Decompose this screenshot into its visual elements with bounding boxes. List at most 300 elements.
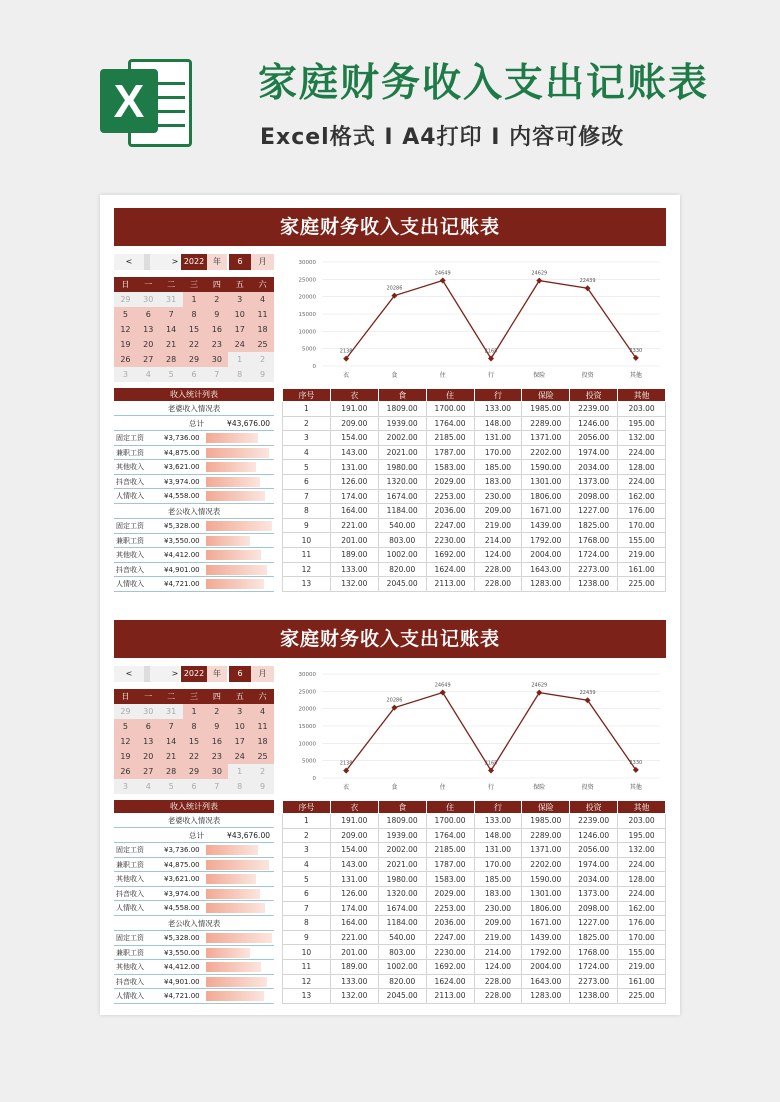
table-cell[interactable]: 132.00 xyxy=(330,989,378,1004)
table-cell[interactable]: 1590.00 xyxy=(522,460,570,475)
table-cell[interactable]: 209.00 xyxy=(474,916,522,931)
table-cell[interactable]: 203.00 xyxy=(618,814,666,829)
table-cell[interactable]: 131.00 xyxy=(474,431,522,446)
table-cell[interactable]: 1792.00 xyxy=(522,533,570,548)
table-cell[interactable]: 2289.00 xyxy=(522,416,570,431)
table-cell[interactable]: 2004.00 xyxy=(522,547,570,562)
table-cell[interactable]: 219.00 xyxy=(474,518,522,533)
table-cell[interactable]: 2239.00 xyxy=(570,814,618,829)
table-cell[interactable]: 1974.00 xyxy=(570,445,618,460)
calendar-day[interactable]: 2 xyxy=(251,764,274,779)
calendar-day[interactable]: 21 xyxy=(160,337,183,352)
table-cell[interactable]: 2 xyxy=(283,416,331,431)
month-cell[interactable]: 6 xyxy=(229,254,251,270)
table-cell[interactable]: 5 xyxy=(283,872,331,887)
table-cell[interactable]: 2045.00 xyxy=(378,989,426,1004)
table-cell[interactable]: 4 xyxy=(283,857,331,872)
table-cell[interactable]: 3 xyxy=(283,431,331,446)
next-month-button[interactable]: > xyxy=(170,666,180,682)
table-cell[interactable]: 201.00 xyxy=(330,945,378,960)
prev-month-button[interactable]: < xyxy=(114,666,144,682)
table-cell[interactable]: 2230.00 xyxy=(426,533,474,548)
table-cell[interactable]: 1809.00 xyxy=(378,814,426,829)
year-cell[interactable]: 2022 xyxy=(181,666,207,682)
calendar-day[interactable]: 24 xyxy=(228,337,251,352)
table-cell[interactable]: 209.00 xyxy=(330,828,378,843)
table-cell[interactable]: 183.00 xyxy=(474,886,522,901)
calendar-day[interactable]: 14 xyxy=(160,734,183,749)
table-cell[interactable]: 1371.00 xyxy=(522,431,570,446)
table-cell[interactable]: 3 xyxy=(283,843,331,858)
calendar-day[interactable]: 14 xyxy=(160,322,183,337)
table-cell[interactable]: 225.00 xyxy=(618,577,666,592)
calendar-day[interactable]: 16 xyxy=(205,322,228,337)
calendar-day[interactable]: 5 xyxy=(114,307,137,322)
table-cell[interactable]: 201.00 xyxy=(330,533,378,548)
table-cell[interactable]: 224.00 xyxy=(618,886,666,901)
table-cell[interactable]: 2029.00 xyxy=(426,474,474,489)
table-cell[interactable]: 1806.00 xyxy=(522,489,570,504)
table-cell[interactable]: 2185.00 xyxy=(426,431,474,446)
calendar-day[interactable]: 19 xyxy=(114,337,137,352)
table-cell[interactable]: 2253.00 xyxy=(426,489,474,504)
table-cell[interactable]: 803.00 xyxy=(378,533,426,548)
table-cell[interactable]: 133.00 xyxy=(330,562,378,577)
table-cell[interactable]: 1724.00 xyxy=(570,547,618,562)
table-cell[interactable]: 132.00 xyxy=(618,431,666,446)
calendar-day[interactable]: 29 xyxy=(183,352,206,367)
calendar-day[interactable]: 10 xyxy=(228,307,251,322)
table-cell[interactable]: 155.00 xyxy=(618,533,666,548)
calendar-day[interactable]: 11 xyxy=(251,719,274,734)
calendar-day[interactable]: 7 xyxy=(205,367,228,382)
table-cell[interactable]: 148.00 xyxy=(474,828,522,843)
table-cell[interactable]: 189.00 xyxy=(330,959,378,974)
calendar-day[interactable]: 16 xyxy=(205,734,228,749)
table-cell[interactable]: 1939.00 xyxy=(378,828,426,843)
table-cell[interactable]: 228.00 xyxy=(474,989,522,1004)
table-cell[interactable]: 219.00 xyxy=(618,547,666,562)
table-cell[interactable]: 195.00 xyxy=(618,416,666,431)
calendar-day[interactable]: 1 xyxy=(228,352,251,367)
table-cell[interactable]: 13 xyxy=(283,989,331,1004)
table-cell[interactable]: 1624.00 xyxy=(426,974,474,989)
table-cell[interactable]: 1825.00 xyxy=(570,518,618,533)
calendar-day[interactable]: 7 xyxy=(160,719,183,734)
table-cell[interactable]: 1002.00 xyxy=(378,959,426,974)
calendar-day[interactable]: 23 xyxy=(205,337,228,352)
table-cell[interactable]: 2045.00 xyxy=(378,577,426,592)
table-cell[interactable]: 2247.00 xyxy=(426,518,474,533)
table-cell[interactable]: 540.00 xyxy=(378,518,426,533)
calendar-day[interactable]: 7 xyxy=(160,307,183,322)
table-cell[interactable]: 170.00 xyxy=(474,857,522,872)
calendar-day[interactable]: 20 xyxy=(137,749,160,764)
table-cell[interactable]: 1692.00 xyxy=(426,959,474,974)
calendar-day[interactable]: 29 xyxy=(183,764,206,779)
table-cell[interactable]: 203.00 xyxy=(618,402,666,417)
calendar-day[interactable]: 30 xyxy=(205,764,228,779)
next-month-button[interactable]: > xyxy=(170,254,180,270)
table-cell[interactable]: 1238.00 xyxy=(570,989,618,1004)
table-cell[interactable]: 183.00 xyxy=(474,474,522,489)
table-cell[interactable]: 9 xyxy=(283,930,331,945)
table-cell[interactable]: 126.00 xyxy=(330,474,378,489)
calendar-day[interactable]: 4 xyxy=(251,704,274,719)
calendar-day[interactable]: 30 xyxy=(205,352,228,367)
table-cell[interactable]: 13 xyxy=(283,577,331,592)
table-cell[interactable]: 124.00 xyxy=(474,547,522,562)
calendar-day[interactable]: 3 xyxy=(228,704,251,719)
table-cell[interactable]: 176.00 xyxy=(618,504,666,519)
table-cell[interactable]: 126.00 xyxy=(330,886,378,901)
table-cell[interactable]: 2056.00 xyxy=(570,843,618,858)
table-cell[interactable]: 1 xyxy=(283,814,331,829)
table-cell[interactable]: 1768.00 xyxy=(570,533,618,548)
table-cell[interactable]: 2289.00 xyxy=(522,828,570,843)
table-cell[interactable]: 1764.00 xyxy=(426,828,474,843)
calendar-day[interactable]: 12 xyxy=(114,322,137,337)
table-cell[interactable]: 2034.00 xyxy=(570,460,618,475)
calendar-day[interactable]: 5 xyxy=(160,779,183,794)
calendar-day[interactable]: 17 xyxy=(228,322,251,337)
table-cell[interactable]: 4 xyxy=(283,445,331,460)
calendar-day[interactable]: 26 xyxy=(114,764,137,779)
table-cell[interactable]: 6 xyxy=(283,474,331,489)
table-cell[interactable]: 1590.00 xyxy=(522,872,570,887)
table-cell[interactable]: 131.00 xyxy=(330,872,378,887)
table-cell[interactable]: 133.00 xyxy=(330,974,378,989)
calendar-day[interactable]: 19 xyxy=(114,749,137,764)
table-cell[interactable]: 1373.00 xyxy=(570,886,618,901)
table-cell[interactable]: 1320.00 xyxy=(378,886,426,901)
table-cell[interactable]: 1939.00 xyxy=(378,416,426,431)
table-cell[interactable]: 11 xyxy=(283,547,331,562)
calendar-day[interactable]: 6 xyxy=(183,367,206,382)
table-cell[interactable]: 133.00 xyxy=(474,402,522,417)
table-cell[interactable]: 6 xyxy=(283,886,331,901)
table-cell[interactable]: 2004.00 xyxy=(522,959,570,974)
table-cell[interactable]: 224.00 xyxy=(618,445,666,460)
calendar-day[interactable]: 5 xyxy=(160,367,183,382)
calendar-day[interactable]: 17 xyxy=(228,734,251,749)
table-cell[interactable]: 1643.00 xyxy=(522,562,570,577)
calendar-day[interactable]: 6 xyxy=(137,307,160,322)
table-cell[interactable]: 225.00 xyxy=(618,989,666,1004)
calendar-day[interactable]: 23 xyxy=(205,749,228,764)
table-cell[interactable]: 1764.00 xyxy=(426,416,474,431)
table-cell[interactable]: 2036.00 xyxy=(426,916,474,931)
table-cell[interactable]: 219.00 xyxy=(618,959,666,974)
table-cell[interactable]: 1583.00 xyxy=(426,460,474,475)
table-cell[interactable]: 2202.00 xyxy=(522,857,570,872)
calendar-day[interactable]: 25 xyxy=(251,749,274,764)
calendar-day[interactable]: 27 xyxy=(137,352,160,367)
table-cell[interactable]: 154.00 xyxy=(330,843,378,858)
calendar-day[interactable]: 3 xyxy=(114,367,137,382)
table-cell[interactable]: 1320.00 xyxy=(378,474,426,489)
table-cell[interactable]: 1671.00 xyxy=(522,504,570,519)
table-cell[interactable]: 2273.00 xyxy=(570,562,618,577)
calendar-day[interactable]: 26 xyxy=(114,352,137,367)
calendar-day[interactable]: 9 xyxy=(205,719,228,734)
calendar-day[interactable]: 31 xyxy=(160,704,183,719)
table-cell[interactable]: 1980.00 xyxy=(378,872,426,887)
calendar-day[interactable]: 9 xyxy=(251,367,274,382)
table-cell[interactable]: 170.00 xyxy=(618,930,666,945)
calendar-day[interactable]: 2 xyxy=(205,292,228,307)
table-cell[interactable]: 2230.00 xyxy=(426,945,474,960)
table-cell[interactable]: 162.00 xyxy=(618,901,666,916)
table-cell[interactable]: 1674.00 xyxy=(378,901,426,916)
table-cell[interactable]: 221.00 xyxy=(330,930,378,945)
table-cell[interactable]: 1246.00 xyxy=(570,828,618,843)
table-cell[interactable]: 154.00 xyxy=(330,431,378,446)
table-cell[interactable]: 164.00 xyxy=(330,916,378,931)
calendar-day[interactable]: 29 xyxy=(114,704,137,719)
calendar-day[interactable]: 8 xyxy=(228,367,251,382)
calendar-day[interactable]: 29 xyxy=(114,292,137,307)
calendar-day[interactable]: 5 xyxy=(114,719,137,734)
table-cell[interactable]: 1283.00 xyxy=(522,577,570,592)
table-cell[interactable]: 148.00 xyxy=(474,416,522,431)
table-cell[interactable]: 162.00 xyxy=(618,489,666,504)
table-cell[interactable]: 7 xyxy=(283,901,331,916)
table-cell[interactable]: 191.00 xyxy=(330,814,378,829)
table-cell[interactable]: 1373.00 xyxy=(570,474,618,489)
table-cell[interactable]: 191.00 xyxy=(330,402,378,417)
year-cell[interactable]: 2022 xyxy=(181,254,207,270)
calendar-day[interactable]: 24 xyxy=(228,749,251,764)
table-cell[interactable]: 228.00 xyxy=(474,562,522,577)
table-cell[interactable]: 820.00 xyxy=(378,974,426,989)
table-cell[interactable]: 2247.00 xyxy=(426,930,474,945)
calendar-day[interactable]: 8 xyxy=(228,779,251,794)
table-cell[interactable]: 2021.00 xyxy=(378,857,426,872)
table-cell[interactable]: 161.00 xyxy=(618,562,666,577)
table-cell[interactable]: 1002.00 xyxy=(378,547,426,562)
calendar-day[interactable]: 13 xyxy=(137,734,160,749)
table-cell[interactable]: 7 xyxy=(283,489,331,504)
calendar-day[interactable]: 25 xyxy=(251,337,274,352)
calendar-day[interactable]: 7 xyxy=(205,779,228,794)
calendar-day[interactable]: 22 xyxy=(183,749,206,764)
table-cell[interactable]: 12 xyxy=(283,562,331,577)
table-cell[interactable]: 1583.00 xyxy=(426,872,474,887)
table-cell[interactable]: 124.00 xyxy=(474,959,522,974)
calendar-day[interactable]: 15 xyxy=(183,734,206,749)
table-cell[interactable]: 1624.00 xyxy=(426,562,474,577)
calendar-day[interactable]: 22 xyxy=(183,337,206,352)
calendar-day[interactable]: 27 xyxy=(137,764,160,779)
calendar-day[interactable]: 6 xyxy=(137,719,160,734)
calendar-day[interactable]: 2 xyxy=(205,704,228,719)
table-cell[interactable]: 1985.00 xyxy=(522,402,570,417)
table-cell[interactable]: 2202.00 xyxy=(522,445,570,460)
calendar-day[interactable]: 28 xyxy=(160,764,183,779)
calendar-day[interactable]: 20 xyxy=(137,337,160,352)
table-cell[interactable]: 1671.00 xyxy=(522,916,570,931)
table-cell[interactable]: 143.00 xyxy=(330,857,378,872)
table-cell[interactable]: 143.00 xyxy=(330,445,378,460)
table-cell[interactable]: 209.00 xyxy=(474,504,522,519)
table-cell[interactable]: 1439.00 xyxy=(522,518,570,533)
table-cell[interactable]: 2034.00 xyxy=(570,872,618,887)
table-cell[interactable]: 189.00 xyxy=(330,547,378,562)
table-cell[interactable]: 1700.00 xyxy=(426,402,474,417)
calendar-day[interactable]: 2 xyxy=(251,352,274,367)
prev-month-button[interactable]: < xyxy=(114,254,144,270)
table-cell[interactable]: 174.00 xyxy=(330,489,378,504)
table-cell[interactable]: 1227.00 xyxy=(570,916,618,931)
calendar-day[interactable]: 3 xyxy=(228,292,251,307)
calendar-day[interactable]: 1 xyxy=(183,292,206,307)
table-cell[interactable]: 161.00 xyxy=(618,974,666,989)
table-cell[interactable]: 1724.00 xyxy=(570,959,618,974)
calendar-day[interactable]: 21 xyxy=(160,749,183,764)
table-cell[interactable]: 1283.00 xyxy=(522,989,570,1004)
table-cell[interactable]: 214.00 xyxy=(474,533,522,548)
table-cell[interactable]: 1238.00 xyxy=(570,577,618,592)
calendar-day[interactable]: 1 xyxy=(183,704,206,719)
table-cell[interactable]: 228.00 xyxy=(474,974,522,989)
table-cell[interactable]: 131.00 xyxy=(330,460,378,475)
table-cell[interactable]: 1768.00 xyxy=(570,945,618,960)
table-cell[interactable]: 2113.00 xyxy=(426,989,474,1004)
table-cell[interactable]: 1227.00 xyxy=(570,504,618,519)
calendar-day[interactable]: 13 xyxy=(137,322,160,337)
table-cell[interactable]: 1825.00 xyxy=(570,930,618,945)
table-cell[interactable]: 11 xyxy=(283,959,331,974)
table-cell[interactable]: 1184.00 xyxy=(378,916,426,931)
table-cell[interactable]: 1700.00 xyxy=(426,814,474,829)
table-cell[interactable]: 195.00 xyxy=(618,828,666,843)
table-cell[interactable]: 9 xyxy=(283,518,331,533)
table-cell[interactable]: 228.00 xyxy=(474,577,522,592)
table-cell[interactable]: 2021.00 xyxy=(378,445,426,460)
table-cell[interactable]: 8 xyxy=(283,916,331,931)
table-cell[interactable]: 221.00 xyxy=(330,518,378,533)
table-cell[interactable]: 2098.00 xyxy=(570,901,618,916)
table-cell[interactable]: 2002.00 xyxy=(378,431,426,446)
calendar-day[interactable]: 31 xyxy=(160,292,183,307)
table-cell[interactable]: 128.00 xyxy=(618,872,666,887)
table-cell[interactable]: 1184.00 xyxy=(378,504,426,519)
table-cell[interactable]: 132.00 xyxy=(618,843,666,858)
calendar-day[interactable]: 8 xyxy=(183,719,206,734)
table-cell[interactable]: 10 xyxy=(283,945,331,960)
table-cell[interactable]: 230.00 xyxy=(474,901,522,916)
table-cell[interactable]: 1371.00 xyxy=(522,843,570,858)
calendar-day[interactable]: 12 xyxy=(114,734,137,749)
table-cell[interactable]: 219.00 xyxy=(474,930,522,945)
table-cell[interactable]: 176.00 xyxy=(618,916,666,931)
table-cell[interactable]: 2036.00 xyxy=(426,504,474,519)
table-cell[interactable]: 8 xyxy=(283,504,331,519)
table-cell[interactable]: 133.00 xyxy=(474,814,522,829)
table-cell[interactable]: 2253.00 xyxy=(426,901,474,916)
table-cell[interactable]: 2056.00 xyxy=(570,431,618,446)
table-cell[interactable]: 1246.00 xyxy=(570,416,618,431)
table-cell[interactable]: 12 xyxy=(283,974,331,989)
table-cell[interactable]: 1792.00 xyxy=(522,945,570,960)
table-cell[interactable]: 2273.00 xyxy=(570,974,618,989)
table-cell[interactable]: 170.00 xyxy=(618,518,666,533)
table-cell[interactable]: 155.00 xyxy=(618,945,666,960)
table-cell[interactable]: 5 xyxy=(283,460,331,475)
table-cell[interactable]: 209.00 xyxy=(330,416,378,431)
table-cell[interactable]: 1974.00 xyxy=(570,857,618,872)
table-cell[interactable]: 803.00 xyxy=(378,945,426,960)
calendar-day[interactable]: 9 xyxy=(251,779,274,794)
table-cell[interactable]: 224.00 xyxy=(618,474,666,489)
table-cell[interactable]: 230.00 xyxy=(474,489,522,504)
table-cell[interactable]: 1787.00 xyxy=(426,445,474,460)
table-cell[interactable]: 2098.00 xyxy=(570,489,618,504)
table-cell[interactable]: 224.00 xyxy=(618,857,666,872)
table-cell[interactable]: 540.00 xyxy=(378,930,426,945)
calendar-day[interactable]: 8 xyxy=(183,307,206,322)
table-cell[interactable]: 2002.00 xyxy=(378,843,426,858)
table-cell[interactable]: 1985.00 xyxy=(522,814,570,829)
table-cell[interactable]: 10 xyxy=(283,533,331,548)
calendar-day[interactable]: 4 xyxy=(137,367,160,382)
table-cell[interactable]: 2113.00 xyxy=(426,577,474,592)
scroll-track[interactable] xyxy=(150,254,170,270)
table-cell[interactable]: 1 xyxy=(283,402,331,417)
table-cell[interactable]: 2029.00 xyxy=(426,886,474,901)
calendar-day[interactable]: 15 xyxy=(183,322,206,337)
table-cell[interactable]: 174.00 xyxy=(330,901,378,916)
calendar-day[interactable]: 3 xyxy=(114,779,137,794)
table-cell[interactable]: 1674.00 xyxy=(378,489,426,504)
calendar-day[interactable]: 10 xyxy=(228,719,251,734)
table-cell[interactable]: 820.00 xyxy=(378,562,426,577)
table-cell[interactable]: 132.00 xyxy=(330,577,378,592)
table-cell[interactable]: 1692.00 xyxy=(426,547,474,562)
table-cell[interactable]: 131.00 xyxy=(474,843,522,858)
calendar-day[interactable]: 18 xyxy=(251,322,274,337)
table-cell[interactable]: 1439.00 xyxy=(522,930,570,945)
scroll-track[interactable] xyxy=(150,666,170,682)
calendar-day[interactable]: 30 xyxy=(137,704,160,719)
table-cell[interactable]: 1643.00 xyxy=(522,974,570,989)
table-cell[interactable]: 1809.00 xyxy=(378,402,426,417)
table-cell[interactable]: 185.00 xyxy=(474,460,522,475)
calendar-day[interactable]: 28 xyxy=(160,352,183,367)
table-cell[interactable]: 185.00 xyxy=(474,872,522,887)
table-cell[interactable]: 2 xyxy=(283,828,331,843)
table-cell[interactable]: 170.00 xyxy=(474,445,522,460)
table-cell[interactable]: 128.00 xyxy=(618,460,666,475)
calendar-day[interactable]: 6 xyxy=(183,779,206,794)
table-cell[interactable]: 1806.00 xyxy=(522,901,570,916)
calendar-day[interactable]: 4 xyxy=(251,292,274,307)
calendar-day[interactable]: 11 xyxy=(251,307,274,322)
table-cell[interactable]: 1301.00 xyxy=(522,886,570,901)
table-cell[interactable]: 1301.00 xyxy=(522,474,570,489)
table-cell[interactable]: 1787.00 xyxy=(426,857,474,872)
calendar-day[interactable]: 4 xyxy=(137,779,160,794)
calendar-day[interactable]: 18 xyxy=(251,734,274,749)
table-cell[interactable]: 1980.00 xyxy=(378,460,426,475)
table-cell[interactable]: 2185.00 xyxy=(426,843,474,858)
table-cell[interactable]: 164.00 xyxy=(330,504,378,519)
calendar-day[interactable]: 9 xyxy=(205,307,228,322)
calendar-day[interactable]: 30 xyxy=(137,292,160,307)
table-cell[interactable]: 214.00 xyxy=(474,945,522,960)
table-cell[interactable]: 2239.00 xyxy=(570,402,618,417)
